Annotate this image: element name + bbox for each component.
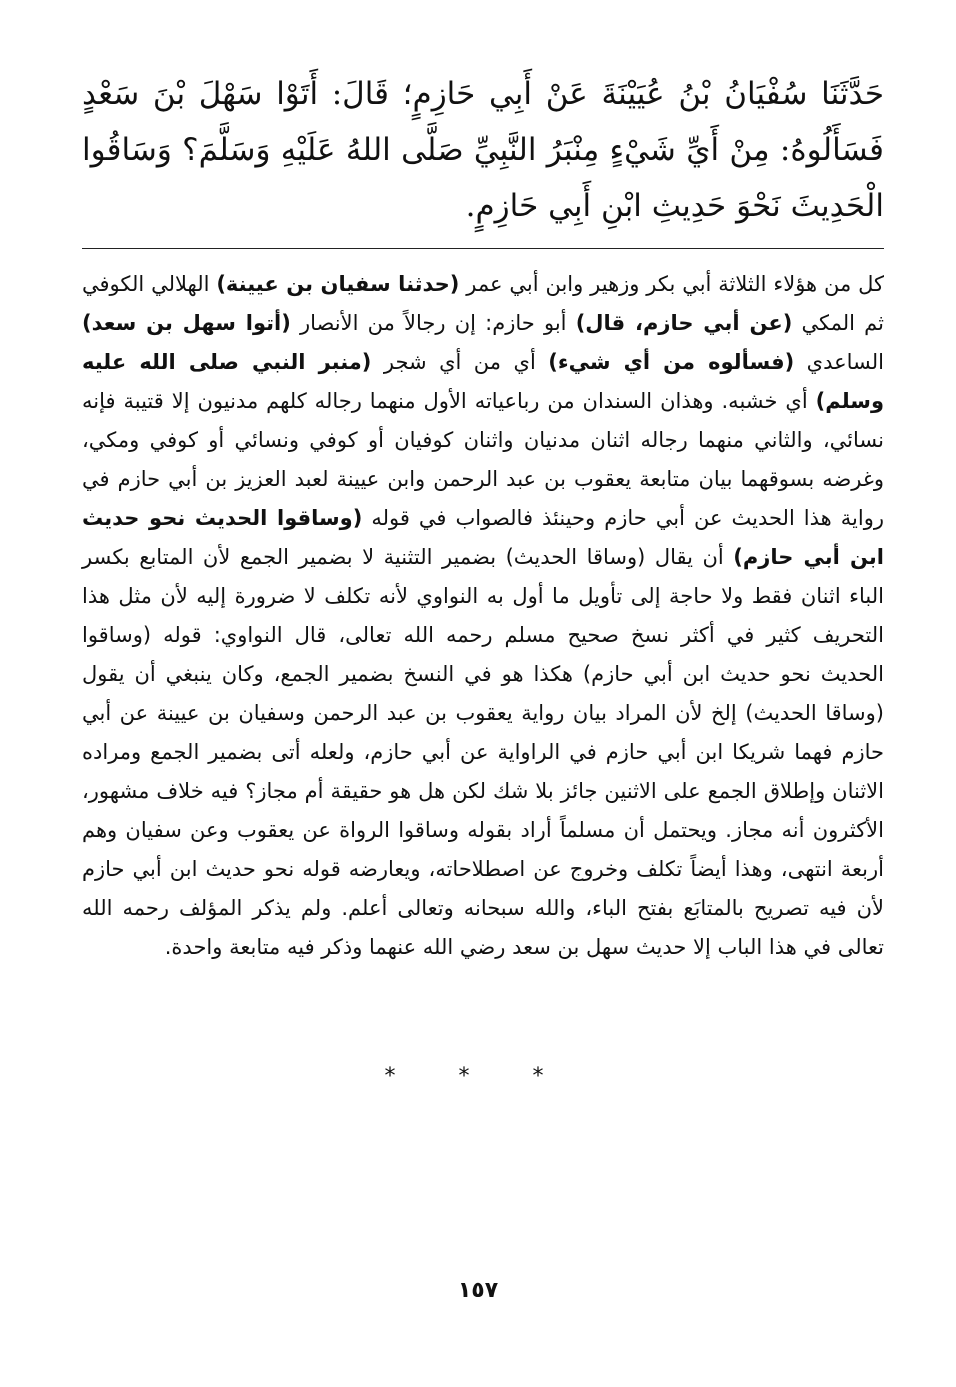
commentary-text: الساعدي [794, 350, 884, 374]
commentary-text: أبو حازم: إن رجالاً من الأنصار [290, 311, 576, 335]
commentary-block [82, 265, 884, 967]
section-separator: * * * [384, 1064, 572, 1089]
commentary-text: أي خشبه. وهذان السندان من رباعياته الأول منهما رجاله كلهم مدنيون إلا قتيبة فإنه نسائي، والثاني منهما رجاله اثنان مدنيان واثنان كوفيان أو كوفي ونسائي أو كوفي ومكي، وغرضه بسوقهما بيان متابعة يعقوب بن عبد الرحمن وابن عيينة لعبد العزيز بن أبي حازم في رواية هذا الحديث عن أبي حازم وحينئذ فالصواب في قوله [82, 389, 884, 530]
quoted-text: (فسألوه من أي شيء) [548, 350, 795, 374]
commentary-text: كل من هؤلاء الثلاثة أبي بكر وزهير وابن أبي عمر [459, 272, 885, 296]
commentary-text: أن يقال (وساقا الحديث) بضمير التثنية لا بضمير الجمع لأن المتابع بكسر الباء اثنان فقط ولا حاجة إلى تأويل ما أول به النواوي لأنه تكلف لا ضرورة إليه لأن مثل هذا التحريف كثير في أكثر نسخ صحيح مسلم رحمه الله تعالى، قال النواوي: قوله (وساقوا الحديث نحو حديث ابن أبي حازم) هكذا هو في النسخ بضمير الجمع، وكان ينبغي أن يقول (وساقا الحديث) إلخ لأن المراد بيان رواية يعقوب بن عبد الرحمن وسفيان بن عيينة عن أبي حازم فهما شريكا ابن أبي حازم في الراواية عن أبي حازم، ولعله أتى بضمير الجمع ومراده الاثنان وإطلاق الجمع على الاثنين جائز بلا شك لكن هل هو حقيقة أم مجاز؟ فيه خلاف مشهور، الأكثرون أنه مجاز. ويحتمل أن مسلماً أراد بقوله وساقوا الرواة عن يعقوب وعن سفيان وهم أربعة انتهى، وهذا أيضاً تكلف وخروج عن اصطلاحاته، ويعارضه قوله نحو حديث ابن أبي حازم لأن فيه تصريح بالمتابَع بفتح الباء، والله سبحانه وتعالى أعلم. ولم يذكر المؤلف رحمه الله تعالى في هذا الباب إلا حديث سهل بن سعد رضي الله عنهما وذكر فيه متابعة واحدة. [82, 545, 884, 959]
quoted-text: (حدثنا سفيان بن عيينة) [216, 272, 460, 296]
commentary-paragraph [82, 265, 884, 967]
quoted-text: (منبر النبي صلى الله عليه وسلم) [82, 350, 884, 413]
hadith-text-block [82, 66, 884, 234]
commentary-text: أي من أي شجر [371, 350, 549, 374]
footnote-divider [82, 248, 884, 249]
quoted-text: (أتوا سهل بن سعد) [82, 311, 291, 335]
quoted-text: (عن أبي حازم، قال) [575, 311, 793, 335]
hadith-text: حَدَّثَنَا سُفْيَانُ بْنُ عُيَيْنَةَ عَنْ أَبِي حَازِمٍ؛ قَالَ: أَتَوْا سَهْلَ بْنَ سَعْدٍ فَسَأَلُوهُ: مِنْ أَيِّ شَيْءٍ مِنْبَرُ النَّبِيِّ صَلَّى اللهُ عَلَيْهِ وَسَلَّمَ؟ وَسَاقُوا الْحَدِيثَ نَحْوَ حَدِيثِ ابْنِ أَبِي حَازِمٍ. [82, 76, 884, 224]
page-number: ١٥٧ [457, 1278, 499, 1303]
commentary-text: الهلالي الكوفي ثم المكي [82, 272, 884, 335]
quoted-text: (وساقوا الحديث نحو حديث ابن أبي حازم) [82, 506, 884, 569]
